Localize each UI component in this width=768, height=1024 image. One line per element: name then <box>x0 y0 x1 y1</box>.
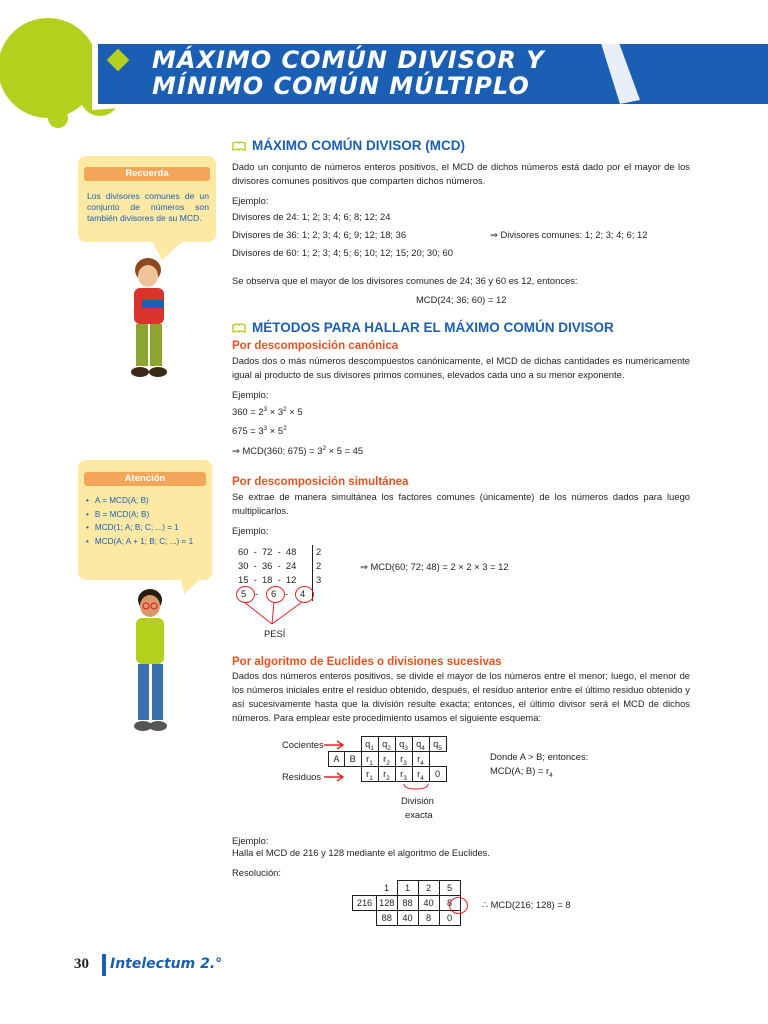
atencion-item: • MCD(1; A; B; C; ...) = 1 <box>86 521 210 535</box>
dash: - <box>285 588 289 599</box>
mcd-circle <box>449 897 468 914</box>
pesi-label: PESÍ <box>264 628 286 639</box>
euclides-example-result: ∴ MCD(216; 128) = 8 <box>482 899 571 910</box>
recuerda-text: Los divisores comunes de un conjunto de números son también divisores de su MCD. <box>87 191 209 223</box>
book-icon <box>232 323 246 333</box>
euclides-enunciado: Halla el MCD de 216 y 128 mediante el algoritmo de Euclides. <box>232 847 490 858</box>
speech-tail <box>180 574 210 598</box>
simultanea-text: Se extrae de manera simultánea los factores comunes (únicamente) de los números dados para luego multiplicarlos. <box>232 491 690 516</box>
subtitle-euclides: Por algoritmo de Euclides o divisiones sucesivas <box>232 656 502 668</box>
euclides-example-table: 1 1 2 5 216 128 88 40 8 88 40 8 0 <box>352 880 461 926</box>
euclides-note: MCD(A; $B) = r_4$ <box>490 765 553 779</box>
subtitle-canonica: Por descomposición canónica <box>232 340 399 352</box>
mcd-intro: Dado un conjunto de números enteros positivos, el MCD de dichos números está dado por el mayor de los divisores comunes positivos que comparten dichos números. <box>232 161 690 186</box>
mcd-result: MCD(24; 36; 60) = 12 <box>416 294 507 305</box>
subtitle-simultanea: Por descomposición simultánea <box>232 476 409 488</box>
division-factor: 2 <box>316 546 322 557</box>
simultanea-result: ⇒ MCD(60; 72; 48) = 2 × 2 × 3 = 12 <box>360 561 509 572</box>
formula-mcd-360-675: ⇒ MCD(360; $675) = 3^2 \times 5 = 45$ <box>232 444 364 456</box>
page-number: 30 <box>74 956 89 972</box>
page-title-line2: MÍNIMO COMÚN MÚLTIPLO <box>152 72 530 100</box>
divisors-24: Divisores de 24: 1; 2; 3; 4; 6; 8; 12; 24 <box>232 211 391 222</box>
division-exacta-label: División <box>401 795 434 806</box>
resolucion-label: Resolución: <box>232 867 281 878</box>
atencion-item: • MCD(A; A + 1; B; C; ...) = 1 <box>86 535 210 549</box>
canonica-text: Dados dos o más números descompuestos canónicamente, el MCD de dichas cantidades es numéricamente igual al producto de sus divisores primos comunes, elevados cada uno a su menor exponente. <box>232 355 690 380</box>
euclides-text: Dados dos números enteros positivos, se divide el mayor de los números entre el menor; luego, el menor de los números iniciales entre el residuo obtenido, después, el residuo anterior entre el último residuo obtenido y así sucesivamente hasta que la división resulte exacta; entonces, el último divisor será el MCD de dichos números. Para emplear este procedimiento usamos el siguiente esquema: <box>232 670 690 723</box>
division-row: 60 - 72 - 48 <box>238 546 297 557</box>
divisors-60: Divisores de 60: 1; 2; 3; 4; 5; 6; 10; 12; 15; 20; 30; 60 <box>232 247 453 258</box>
simultanea-ejemplo-label: Ejemplo: <box>232 525 269 536</box>
division-row: 15 - 18 - 12 <box>238 574 297 585</box>
division-factor: 3 <box>316 574 322 585</box>
cocientes-label: Cocientes <box>282 739 324 750</box>
book-icon <box>232 141 246 151</box>
canonica-ejemplo-label: Ejemplo: <box>232 389 269 400</box>
final-quotient: 6 <box>271 588 277 599</box>
euclides-ejemplo-label: Ejemplo: <box>232 835 269 846</box>
thinking-boy-illustration <box>124 586 180 736</box>
common-divisors: ⇒ Divisores comunes: 1; 2; 3; 4; 6; 12 <box>490 229 648 240</box>
dash: - <box>255 588 259 599</box>
section-title-metodos: MÉTODOS PARA HALLAR EL MÁXIMO COMÚN DIVISOR <box>232 320 614 335</box>
division-row: 30 - 36 - 24 <box>238 560 297 571</box>
section-title-mcd: MÁXIMO COMÚN DIVISOR (MCD) <box>232 138 465 153</box>
atencion-list <box>86 494 210 548</box>
pesi-connector <box>236 600 316 626</box>
mcd-observation: Se observa que el mayor de los divisores comunes de 24; 36 y 60 es 12, entonces: <box>232 275 578 286</box>
mcd-ejemplo-label: Ejemplo: <box>232 195 269 206</box>
student-boy-illustration <box>120 256 180 380</box>
divisors-36: Divisores de 36: 1; 2; 3; 4; 6; 9; 12; 18; 36 <box>232 229 407 240</box>
division-factor: 2 <box>316 560 322 571</box>
atencion-title: Atención <box>84 472 206 486</box>
footer-divider <box>102 954 106 976</box>
formula-360: $360 = 2^3 \times 3^2 \times 5$ <box>232 405 303 417</box>
page-title-line1: MÁXIMO COMÚN DIVISOR Y <box>152 46 545 74</box>
brace-icon <box>402 782 432 794</box>
division-exacta-label: exacta <box>405 809 433 820</box>
atencion-item: • A = MCD(A; B) <box>86 494 210 508</box>
euclides-note: Donde A > B; entonces: <box>490 751 589 762</box>
residuos-label: Residuos <box>282 771 322 782</box>
final-quotient: 4 <box>300 588 306 599</box>
atencion-item: • B = MCD(A; B) <box>86 508 210 522</box>
formula-675: $675 = 3^3 \times 5^2$ <box>232 424 287 436</box>
recuerda-title: Recuerda <box>84 167 210 181</box>
final-quotient: 5 <box>241 588 247 599</box>
footer-brand: Intelectum 2.° <box>110 956 223 972</box>
euclides-scheme-table: $q_1$ $q_2$ $q_3$ $q_4$ $q_5$ A B $r_1$ $r_2$ $r_3$ $r_4$ $r_1$ $r_2$ $r_3$ $r_4$ 0 <box>328 736 447 782</box>
